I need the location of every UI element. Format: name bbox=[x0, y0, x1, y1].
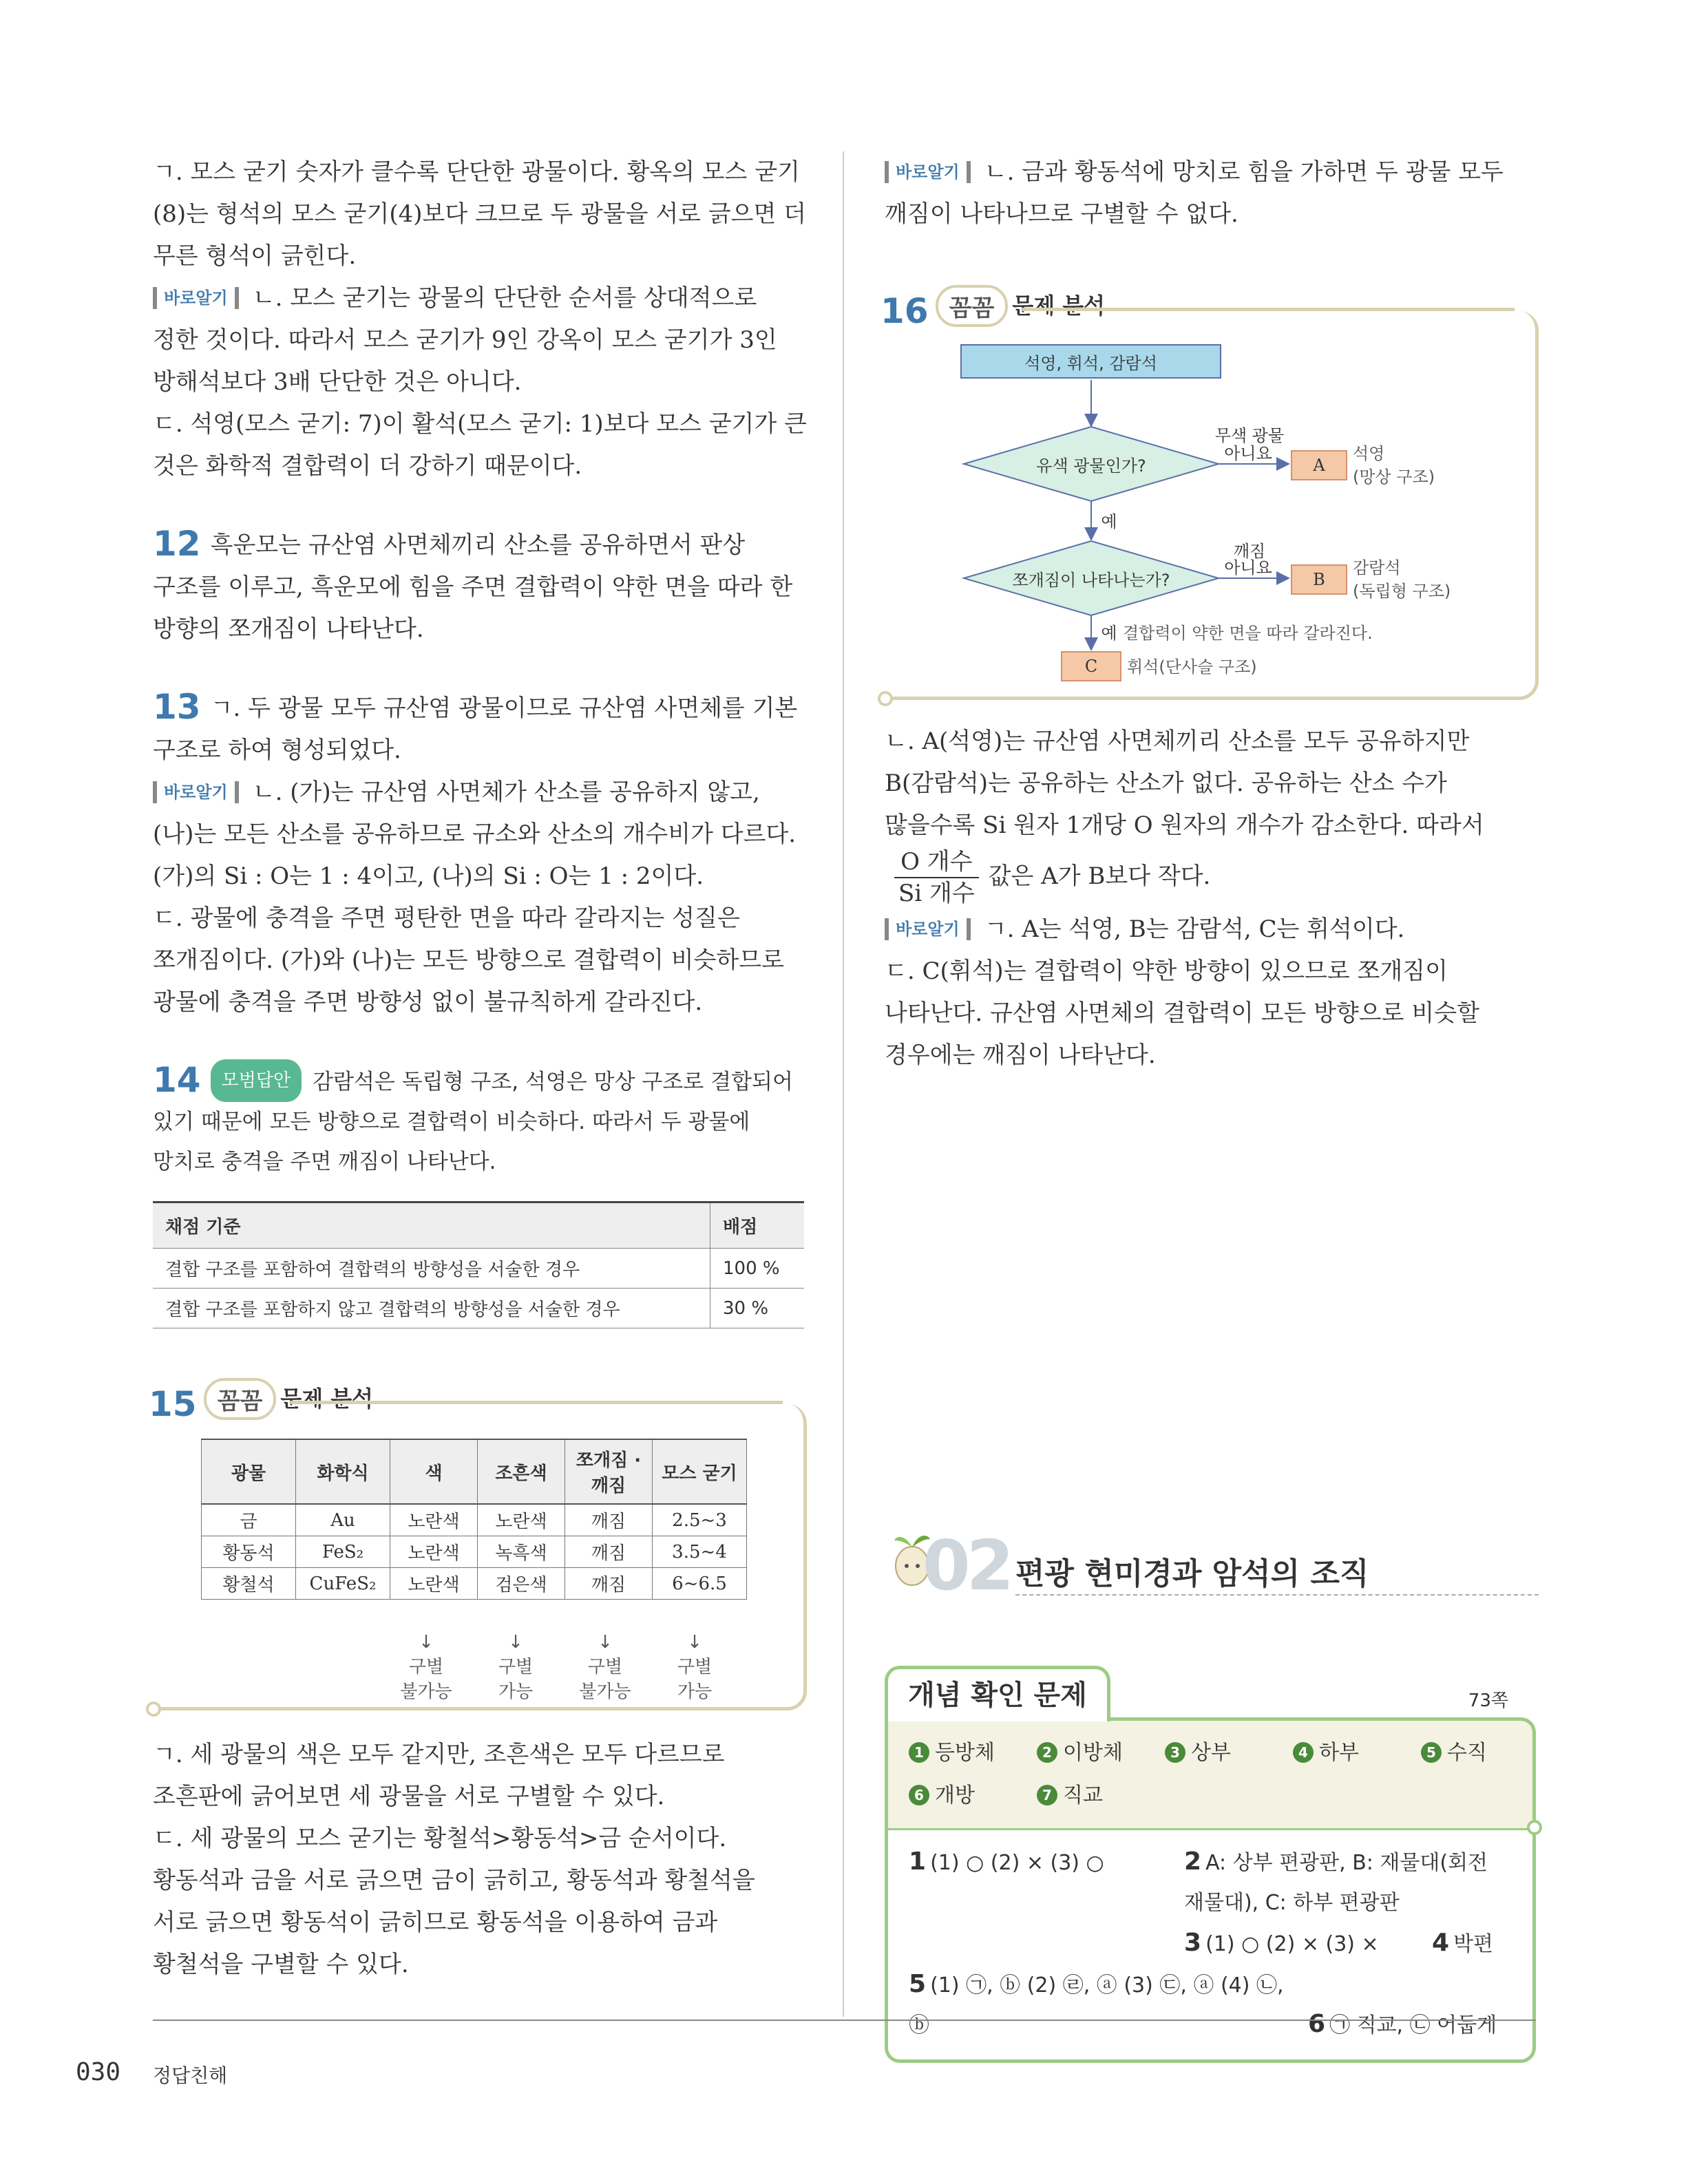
q13-item-a: 13 ㄱ. 두 광물 모두 규산염 광물이므로 규산염 사면체를 기본 구조로 하여 형성되었다. bbox=[153, 687, 798, 764]
correction-tag: 바로알기 bbox=[153, 287, 239, 309]
table-row: 결합 구조를 포함하지 않고 결합력의 방향성을 서술한 경우 30 % bbox=[153, 1289, 804, 1328]
q16-item-c: ㄷ. C(휘석)는 결합력이 약한 방향이 있으므로 쪼개짐이 나타난다. 규산염 사면체의 결합력이 모든 방향으로 비슷할 경우에는 깨짐이 나타난다. bbox=[885, 957, 1479, 1069]
right-column bbox=[881, 151, 1539, 1077]
section-underline bbox=[1015, 1594, 1539, 1596]
arrow-down-icon: ↓ 구별 불가능 bbox=[400, 1632, 452, 1702]
correction-tag: 바로알기 bbox=[885, 918, 971, 940]
question-number: 16 bbox=[881, 291, 929, 331]
question-number: 14 bbox=[153, 1060, 201, 1100]
scoring-table bbox=[153, 1201, 804, 1328]
score-header-criteria: 채점 기준 bbox=[153, 1202, 710, 1249]
list-item: 5 수직 bbox=[1421, 1733, 1504, 1773]
kkomkkom-badge: 꼼꼼 bbox=[204, 1378, 277, 1420]
concept-title: 개념 확인 문제 bbox=[885, 1666, 1110, 1721]
flow-c-name: 휘석(단사슬 구조) bbox=[1127, 657, 1257, 677]
q16-item-b: ㄴ. A(석영)는 규산염 사면체끼리 산소를 모두 공유하지만 B(감람석)는 공유하는 산소가 없다. 공유하는 산소 수가 많을수록 Si 원자 1개당 O 원자의 개수가 감소한다. 따라서 $\frac{\text{O 개수}}{\text{Si 개수}}$ 값은 A가 B보다 작다. bbox=[885, 728, 1484, 907]
q15-analysis-box bbox=[149, 1384, 807, 1710]
analysis-title: 문제 분석 bbox=[280, 1386, 374, 1412]
flow-decision-2: 쪼개짐이 나타나는가? bbox=[1012, 570, 1170, 590]
left-column bbox=[149, 151, 807, 1986]
arrow-down-icon: ↓ 구별 가능 bbox=[498, 1632, 534, 1702]
flow-decision-1: 유색 광물인가? bbox=[1036, 456, 1146, 476]
q16-item-a: 바로알기 ㄱ. A는 석영, B는 감람석, C는 휘석이다. bbox=[885, 909, 1539, 951]
concept-answers bbox=[885, 1828, 1536, 2063]
flow-box-a: A bbox=[1291, 450, 1347, 480]
section-number-accent bbox=[976, 1528, 1003, 1604]
flow-yes-label: 예 bbox=[1101, 511, 1117, 531]
section-number: 02 bbox=[922, 1525, 1011, 1606]
flow-note-colorless: 무색 광물 bbox=[1214, 425, 1285, 445]
list-item: 1 등방체 bbox=[909, 1733, 1037, 1773]
list-item: 2 이방체 bbox=[1037, 1733, 1165, 1773]
correction-tag: 바로알기 bbox=[885, 161, 971, 183]
footer-label: 정답친해 bbox=[153, 2064, 228, 2087]
top-correction: 바로알기 ㄴ. 금과 황동석에 망치로 힘을 가하면 두 광물 모두 깨짐이 나타나므로 구별할 수 없다. bbox=[885, 158, 1504, 228]
flow-yes-note: 결합력이 약한 면을 따라 갈라진다. bbox=[1123, 623, 1373, 643]
concept-keywords bbox=[885, 1717, 1536, 1828]
flow-no-label-2: 아니요 bbox=[1224, 558, 1272, 577]
q15-item-c: ㄷ. 세 광물의 모스 굳기는 황철석>황동석>금 순서이다. 황동석과 금을 서로 긁으면 금이 긁히고, 황동석과 황철석을 서로 긁으면 황동석이 긁히므로 황동석을 이용하여 금과 황철석을 구별할 수 있다. bbox=[153, 1825, 755, 1978]
fraction: $\frac{\text{O 개수}}{\text{Si 개수}}$ bbox=[894, 847, 979, 909]
answer-row-3: 5 (1) ㉠, ⓑ (2) ㉣, ⓐ (3) ㉢, ⓐ (4) ㉡, ⓑ 6 ㉠ 직교, ㉡ 어둡게 bbox=[909, 1970, 1497, 2038]
list-item: 4 하부 bbox=[1293, 1733, 1421, 1773]
answer-row-2: 3 (1) ○ (2) × (3) × 4 박편 bbox=[1184, 1929, 1494, 1957]
flow-b-sub: (독립형 구조) bbox=[1353, 581, 1451, 601]
flow-box-b: B bbox=[1291, 564, 1347, 595]
table-row: 금 Au 노란색 노란색 깨짐 2.5~3 bbox=[202, 1504, 747, 1536]
flow-no-label: 아니요 bbox=[1224, 443, 1272, 463]
flow-a-name: 석영 bbox=[1353, 443, 1385, 463]
distinguish-arrows bbox=[381, 1630, 739, 1704]
table-row: 결합 구조를 포함하여 결합력의 방향성을 서술한 경우 100 % bbox=[153, 1249, 804, 1289]
correction-tag: 바로알기 bbox=[153, 781, 239, 803]
footer-rule bbox=[153, 2020, 1536, 2021]
question-number: 13 bbox=[153, 687, 201, 727]
page-number: 030 bbox=[76, 2058, 121, 2086]
concept-check bbox=[885, 1666, 1536, 2063]
q11-item-a: ㄱ. 모스 굳기 숫자가 클수록 단단한 광물이다. 황옥의 모스 굳기 (8)는 형석의 모스 굳기(4)보다 크므로 두 광물을 서로 긁으면 더 무른 형석이 긁힌다. bbox=[153, 158, 807, 270]
q13-item-b: 바로알기 ㄴ. (가)는 규산염 사면체가 산소를 공유하지 않고, (나)는 모든 산소를 공유하므로 규소와 산소의 개수비가 다르다. (가)의 Si : O는 1 : 4이고, (나)의 Si : O는 1 : 2이다. bbox=[153, 778, 797, 890]
kkomkkom-badge: 꼼꼼 bbox=[936, 285, 1009, 327]
column-divider bbox=[843, 151, 844, 2017]
q16-analysis-box bbox=[881, 291, 1539, 700]
question-number: 12 bbox=[153, 524, 201, 564]
flow-b-name: 감람석 bbox=[1353, 558, 1401, 577]
flow-note-fracture: 깨짐 bbox=[1233, 541, 1266, 561]
q12: 12 흑운모는 규산염 사면체끼리 산소를 공유하면서 판상 구조를 이루고, 흑운모에 힘을 주면 결합력이 약한 면을 따라 한 방향의 쪼개짐이 나타난다. bbox=[153, 524, 793, 643]
arrow-down-icon: ↓ 구별 가능 bbox=[677, 1632, 713, 1702]
list-item: 6 개방 bbox=[909, 1776, 1037, 1816]
flow-yes-label-2: 예 bbox=[1101, 623, 1117, 643]
table-row: 황동석 FeS₂ 노란색 녹흑색 깨짐 3.5~4 bbox=[202, 1536, 747, 1568]
section-title: 편광 현미경과 암석의 조직 bbox=[1015, 1556, 1369, 1591]
list-item: 7 직교 bbox=[1037, 1776, 1165, 1816]
q15-item-a: ㄱ. 세 광물의 색은 모두 같지만, 조흔색은 모두 다르므로 조흔판에 긁어보면 세 광물을 서로 구별할 수 있다. bbox=[153, 1741, 725, 1810]
score-header-points: 배점 bbox=[710, 1202, 805, 1249]
table-row: 황철석 CuFeS₂ 노란색 검은색 깨짐 6~6.5 bbox=[202, 1568, 747, 1600]
q14: 14 모범답안 감람석은 독립형 구조, 석영은 망상 구조로 결합되어 있기 때문에 모든 방향으로 결합력이 비슷하다. 따라서 두 광물에 망치로 충격을 주면 깨짐이 나타난다. bbox=[153, 1060, 793, 1174]
flow-a-sub: (망상 구조) bbox=[1353, 467, 1435, 487]
q11-item-c: ㄷ. 석영(모스 굳기: 7)이 활석(모스 굳기: 1)보다 모스 굳기가 큰 것은 화학적 결합력이 더 강하기 때문이다. bbox=[153, 410, 807, 480]
page-reference: 73쪽 bbox=[1468, 1691, 1508, 1711]
q13-item-c: ㄷ. 광물에 충격을 주면 평탄한 면을 따라 갈라지는 성질은 쪼개짐이다. (가)와 (나)는 모든 방향으로 결합력이 비슷하므로 광물에 충격을 주면 방향성 없이 불규칙하게 갈라진다. bbox=[153, 904, 784, 1016]
answer-row-1: 1 (1) ○ (2) × (3) ○ 2 A: 상부 편광판, B: 재물대(회전 재물대), C: 하부 편광판 bbox=[909, 1847, 1488, 1915]
analysis-title: 문제 분석 bbox=[1012, 293, 1106, 319]
model-answer-badge: 모범답안 bbox=[211, 1059, 302, 1102]
q11-item-b: 바로알기 ㄴ. 모스 굳기는 광물의 단단한 순서를 상대적으로 정한 것이다. 따라서 모스 굳기가 9인 강옥이 모스 굳기가 3인 방해석보다 3배 단단한 것은 아니다. bbox=[153, 284, 777, 396]
list-item: 3 상부 bbox=[1165, 1733, 1293, 1773]
section-header bbox=[885, 1525, 1539, 1606]
flow-start-box: 석영, 휘석, 감람석 bbox=[960, 344, 1221, 379]
question-number: 15 bbox=[149, 1384, 197, 1424]
flow-box-c: C bbox=[1061, 651, 1121, 681]
arrow-down-icon: ↓ 구별 불가능 bbox=[579, 1632, 631, 1702]
mineral-table: 광물 화학식 색 조흔색 쪼개짐 ·깨짐 모스 굳기 금 Au 노란색 노란색 깨짐 2.5~3 황동석 FeS₂ 노란색 녹흑색 깨짐 3.5~4 황철석 CuFeS₂ 노란색 검은색 깨짐 6~6.5 bbox=[201, 1439, 747, 1600]
